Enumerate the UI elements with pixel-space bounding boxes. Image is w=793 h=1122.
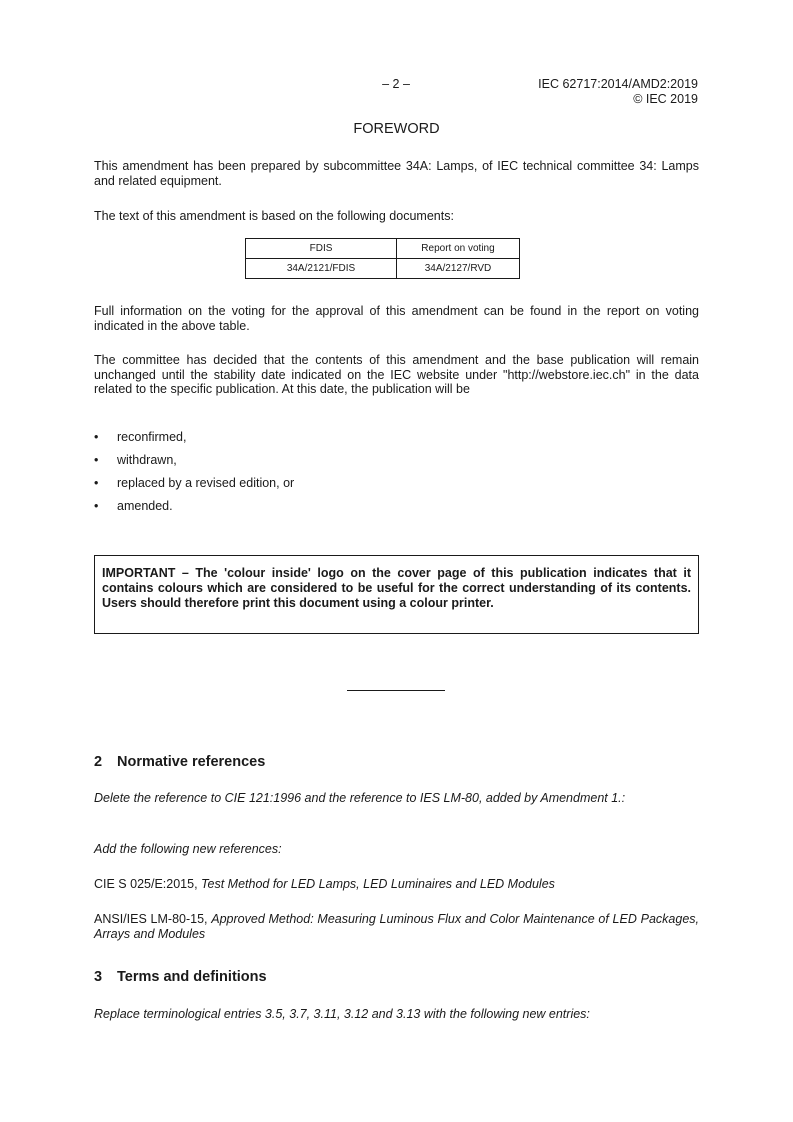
table-cell: 34A/2121/FDIS [246,259,397,279]
foreword-paragraph-4: The committee has decided that the contents of this amendment and the base publication will remain unchanged until the stability date indicated on the IEC website under "http://webstore.iec.ch" in the data related to the specific publication. At this date, the publication will be [94,353,699,396]
bullet-icon: • [94,453,99,467]
list-item-text: reconfirmed, [117,430,187,444]
documents-table [245,238,520,279]
bullet-icon: • [94,476,99,490]
foreword-paragraph-2: The text of this amendment is based on the following documents: [94,209,454,223]
list-item-text: withdrawn, [117,453,177,467]
section-number: 2 [94,754,103,770]
table-header-row [246,239,520,259]
table-header-cell: Report on voting [397,239,520,259]
foreword-title: FOREWORD [353,121,440,137]
table-row [246,259,520,279]
reference-cie [94,877,699,892]
publication-options-list [94,430,699,522]
reference-code: ANSI/IES LM-80-15, [94,912,212,926]
reference-code: CIE S 025/E:2015, [94,877,202,891]
bullet-icon: • [94,430,99,444]
section-2-instruction-add: Add the following new references: [94,842,282,856]
list-item [94,499,699,522]
foreword-paragraph-1: This amendment has been prepared by subcommittee 34A: Lamps, of IEC technical committee 34: Lamps and related equipment. [94,159,699,188]
section-divider [347,690,445,691]
reference-title: Approved Method: Measuring Luminous Flux and Color Maintenance of LED Packages, Arrays and Modules [94,912,699,941]
table-cell: 34A/2127/RVD [397,259,520,279]
copyright-notice: © IEC 2019 [633,91,698,106]
section-title: Normative references [117,754,266,770]
page-number: – 2 – [382,77,410,91]
list-item-text: amended. [117,499,173,513]
bullet-icon: • [94,499,99,513]
reference-title: Test Method for LED Lamps, LED Luminaires and LED Modules [201,877,555,891]
document-id: IEC 62717:2014/AMD2:2019 [538,77,698,91]
list-item [94,476,699,499]
section-2-instruction-delete: Delete the reference to CIE 121:1996 and the reference to IES LM-80, added by Amendment 1.: [94,791,626,805]
list-item-text: replaced by a revised edition, or [117,476,295,490]
section-3-instruction: Replace terminological entries 3.5, 3.7, 3.11, 3.12 and 3.13 with the following new entries: [94,1007,590,1021]
table-header-cell: FDIS [246,239,397,259]
reference-ansi [94,912,699,941]
section-number: 3 [94,969,103,985]
list-item [94,430,699,453]
running-header [538,77,698,106]
foreword-paragraph-3: Full information on the voting for the approval of this amendment can be found in the report on voting indicated in the above table. [94,304,699,333]
section-2-heading [94,755,265,770]
section-title: Terms and definitions [117,969,267,985]
important-notice-box: IMPORTANT – The 'colour inside' logo on the cover page of this publication indicates that it contains colours which are considered to be useful for the correct understanding of its contents. Users should therefore print this document using a colour printer. [94,555,699,634]
section-3-heading [94,970,267,985]
list-item [94,453,699,476]
